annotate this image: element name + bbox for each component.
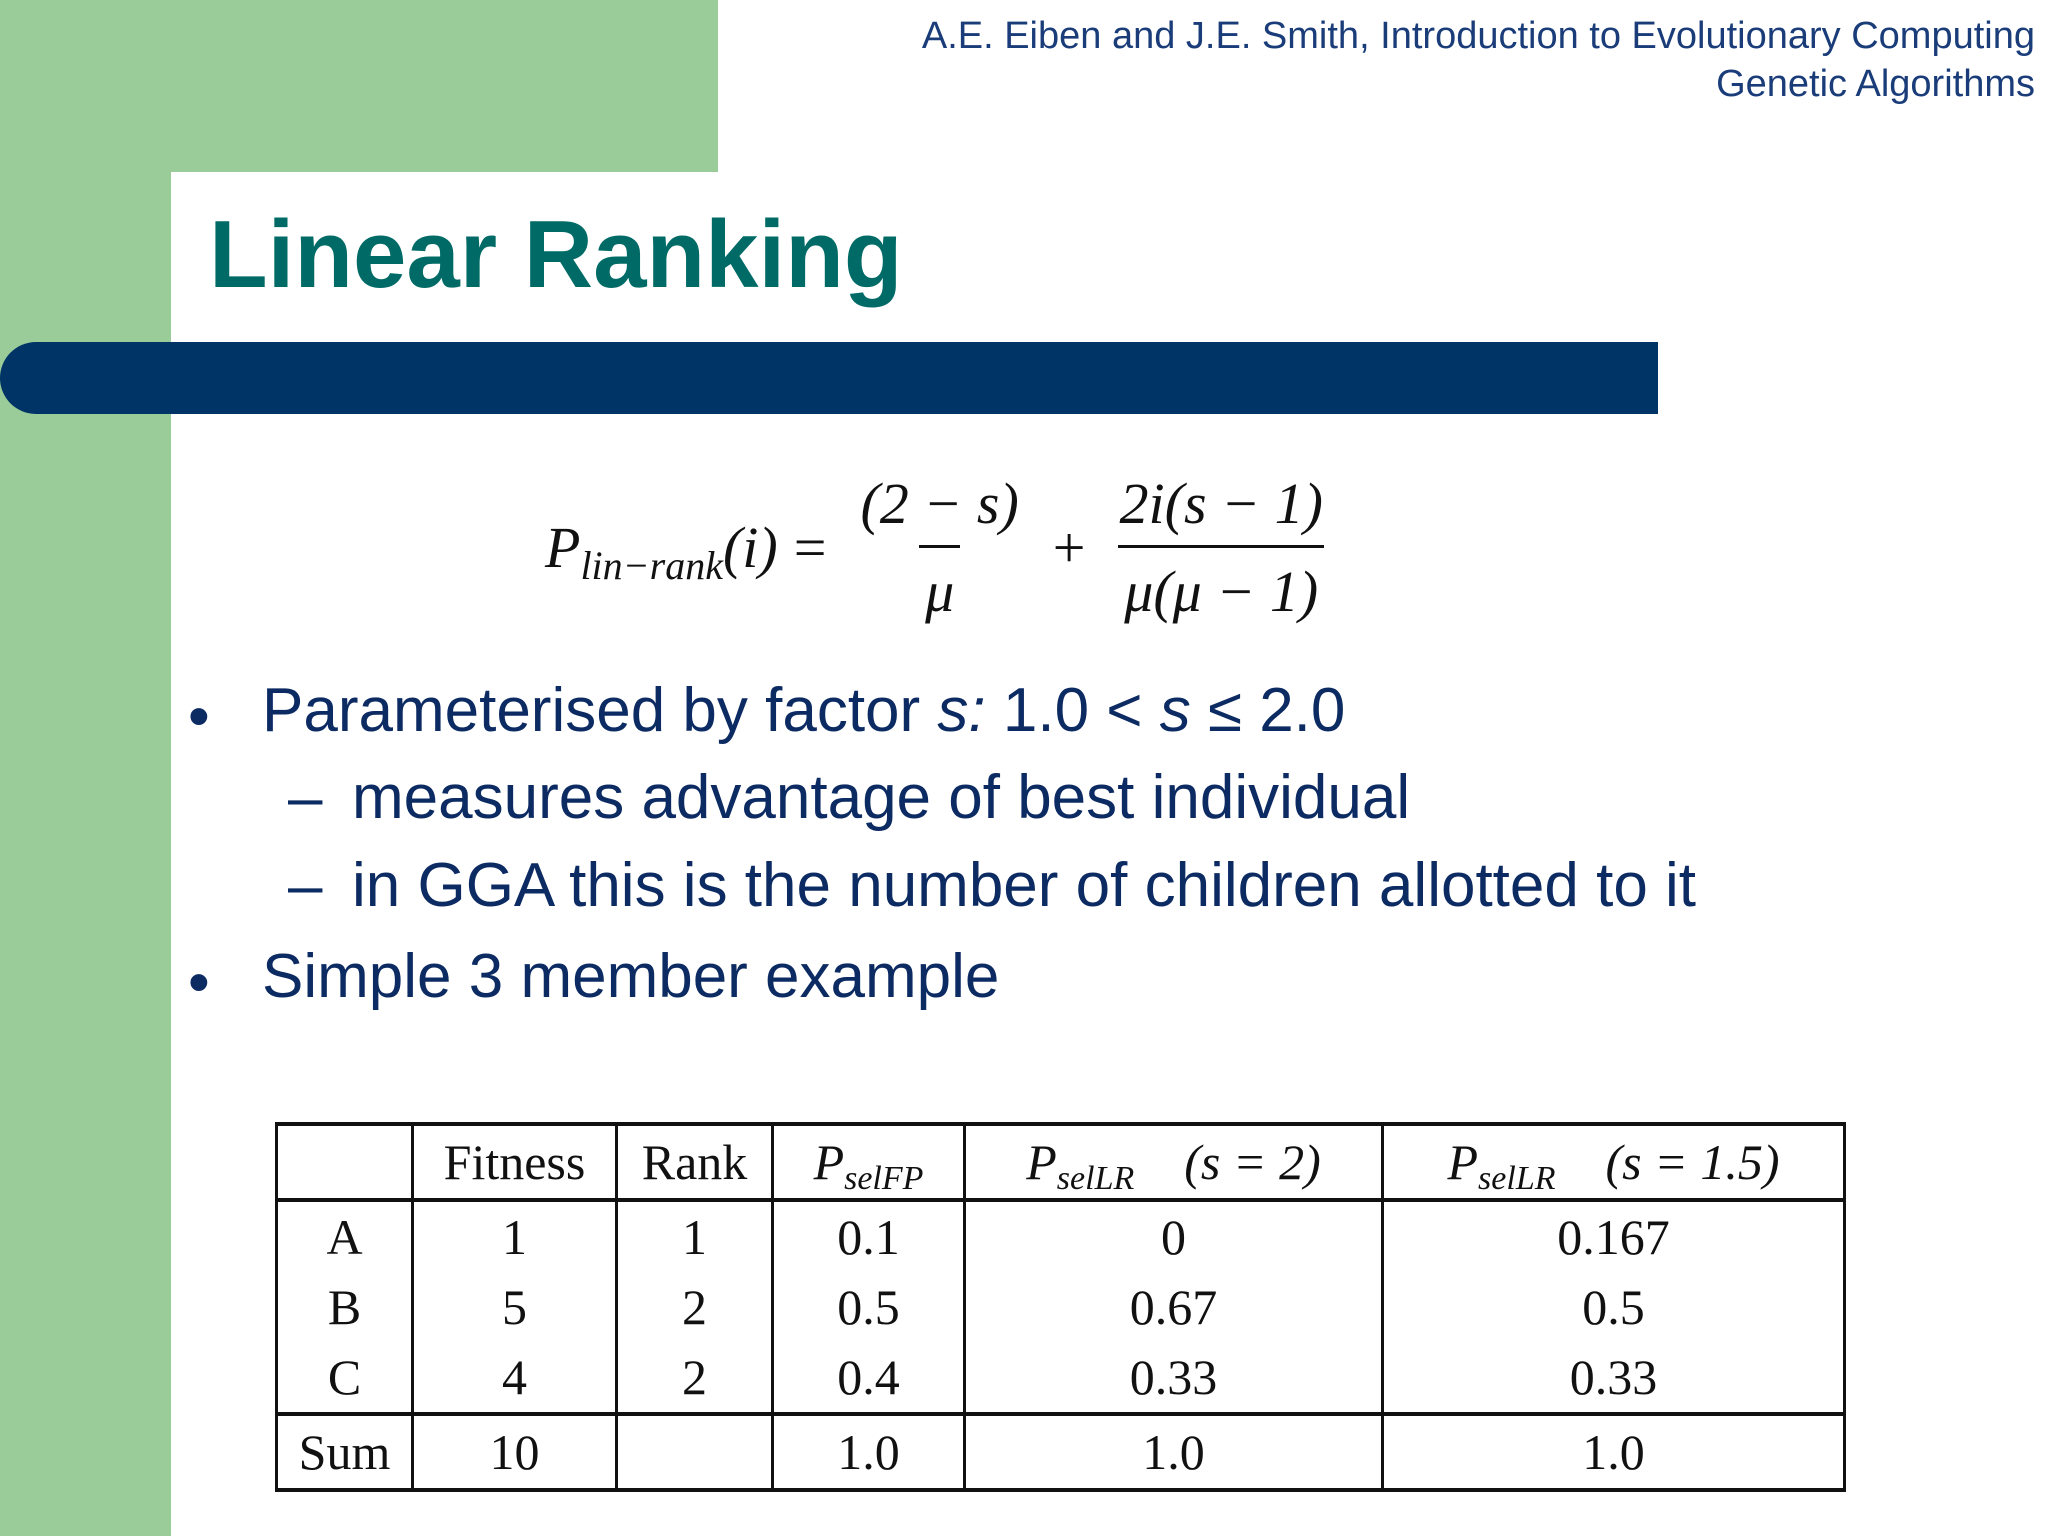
table-row bbox=[277, 1272, 1845, 1342]
formula-fraction-1 bbox=[854, 470, 1024, 625]
table-cell: 1.0 bbox=[1383, 1414, 1845, 1490]
formula-equals: = bbox=[793, 514, 827, 580]
table-cell: 1 bbox=[413, 1200, 617, 1272]
sub-bullet-text: measures advantage of best individual bbox=[352, 763, 1411, 832]
table-row bbox=[277, 1342, 1845, 1414]
bullet-text-mid: 1.0 < bbox=[985, 676, 1160, 745]
bullet-dot-icon: • bbox=[188, 948, 210, 1017]
table-cell: 2 bbox=[617, 1272, 773, 1342]
table-cell: 0.5 bbox=[1383, 1272, 1845, 1342]
slide-title: Linear Ranking bbox=[209, 201, 903, 308]
formula-lhs-argument: (i) bbox=[722, 514, 778, 580]
bullet-text-pre: Parameterised by factor bbox=[262, 676, 938, 745]
header-cell-psellr-s2: $P_{selLR}$ (s = 2) bbox=[965, 1124, 1383, 1200]
header-cell-psellr-s15: $P_{selLR}$ (s = 1.5) bbox=[1383, 1124, 1845, 1200]
table-cell: 0.33 bbox=[965, 1342, 1383, 1414]
sub-bullet-text: in GGA this is the number of children allotted to it bbox=[352, 851, 1697, 920]
formula-plus: + bbox=[1052, 514, 1086, 580]
formula-fraction-2 bbox=[1114, 470, 1329, 625]
table-cell: 4 bbox=[413, 1342, 617, 1414]
header-line-2: Genetic Algorithms bbox=[1716, 63, 2035, 105]
dash-icon: – bbox=[288, 763, 323, 832]
table-cell: 0.1 bbox=[773, 1200, 965, 1272]
fraction-2-denominator: μ(μ − 1) bbox=[1118, 545, 1324, 625]
slide-header bbox=[922, 12, 2035, 108]
bullet-dot-icon: • bbox=[188, 682, 210, 751]
formula-lhs-subscript: lin−rank bbox=[580, 542, 723, 588]
header-cell-empty bbox=[277, 1124, 413, 1200]
table-cell: 0.4 bbox=[773, 1342, 965, 1414]
table-cell: A bbox=[277, 1200, 413, 1272]
bullet-text-post: ≤ 2.0 bbox=[1190, 676, 1346, 745]
header-cell-fitness: Fitness bbox=[413, 1124, 617, 1200]
table-cell: 10 bbox=[413, 1414, 617, 1490]
fraction-1-numerator: (2 − s) bbox=[860, 470, 1019, 536]
table-cell: 1.0 bbox=[773, 1414, 965, 1490]
bullet-list bbox=[188, 668, 1696, 1020]
table-cell: Sum bbox=[277, 1414, 413, 1490]
green-top-band bbox=[0, 0, 718, 172]
sub-bullet-gga bbox=[188, 842, 1696, 930]
header-cell-pselfp: $P_{selFP}$ bbox=[773, 1124, 965, 1200]
table-cell: 0.33 bbox=[1383, 1342, 1845, 1414]
linear-ranking-formula bbox=[545, 462, 1341, 632]
table-cell: 0.167 bbox=[1383, 1200, 1845, 1272]
formula-lhs-symbol: P bbox=[545, 514, 581, 580]
table-cell: 1.0 bbox=[965, 1414, 1383, 1490]
header-cell-rank: Rank bbox=[617, 1124, 773, 1200]
table-cell: B bbox=[277, 1272, 413, 1342]
table-cell: 1 bbox=[617, 1200, 773, 1272]
title-underline-bar bbox=[0, 342, 1658, 414]
header-line-1: A.E. Eiben and J.E. Smith, Introduction to Evolutionary Computing bbox=[921, 15, 2035, 57]
table-cell: 0 bbox=[965, 1200, 1383, 1272]
table-cell: 0.67 bbox=[965, 1272, 1383, 1342]
table-cell: 0.5 bbox=[773, 1272, 965, 1342]
bullet-item-example bbox=[188, 934, 1696, 1020]
dash-icon: – bbox=[288, 851, 323, 920]
table-cell: C bbox=[277, 1342, 413, 1414]
table-cell: 5 bbox=[413, 1272, 617, 1342]
table-sum-row bbox=[277, 1414, 1845, 1490]
bullet-var-s: s: bbox=[937, 676, 986, 745]
bullet-item-parameterised bbox=[188, 668, 1696, 754]
table-cell: 2 bbox=[617, 1342, 773, 1414]
table-row bbox=[277, 1200, 1845, 1272]
bullet-text: Simple 3 member example bbox=[262, 942, 1000, 1011]
bullet-var-s-2: s bbox=[1159, 676, 1191, 745]
table-header-row bbox=[277, 1124, 1845, 1200]
sub-bullet-measures bbox=[188, 754, 1696, 842]
fraction-1-denominator: μ bbox=[919, 545, 960, 625]
fraction-2-numerator: 2i(s − 1) bbox=[1119, 470, 1323, 536]
green-left-band bbox=[0, 0, 171, 1536]
example-table bbox=[275, 1122, 1846, 1492]
table-cell bbox=[617, 1414, 773, 1490]
